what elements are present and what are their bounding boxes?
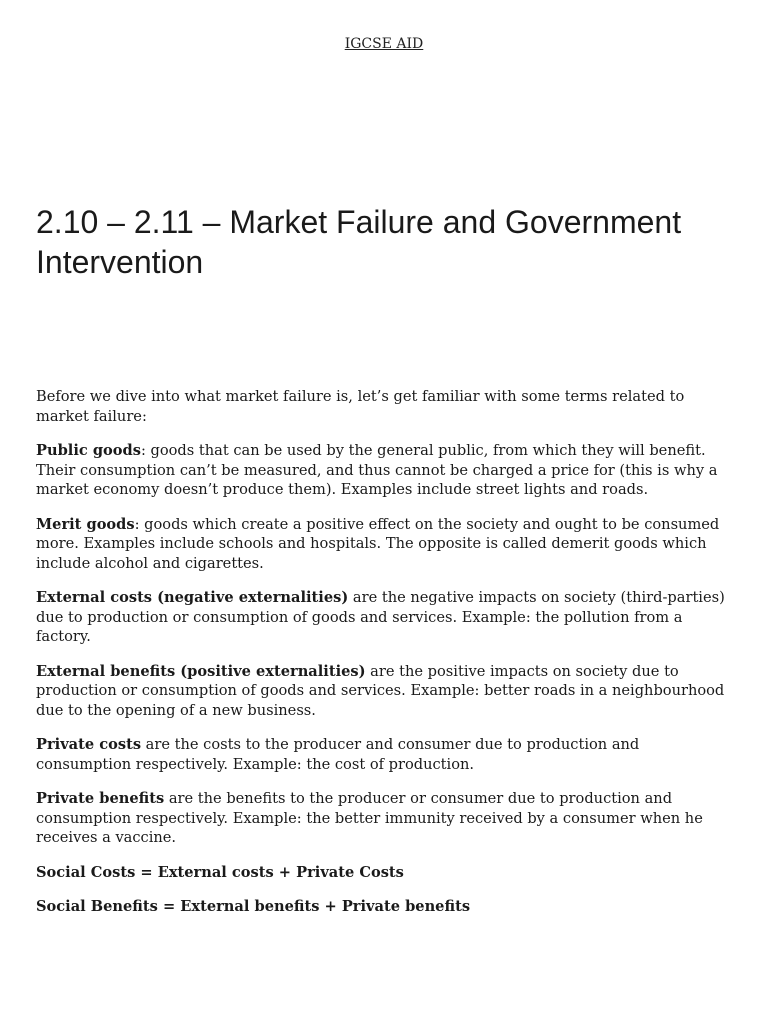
page-title: 2.10 – 2.11 – Market Failure and Government Intervention xyxy=(36,204,682,280)
formula-social-costs xyxy=(36,863,736,883)
definition-text: are the positive impacts on society due to production or consumption of goods and services. Example: better roads in a neighbourhood due to the opening of a new business. xyxy=(36,662,725,719)
formula-social-benefits xyxy=(36,897,736,917)
definition-text: are the benefits to the producer or consumer due to production and consumption respectively. Example: the better immunity received by a consumer when he receives a vaccine. xyxy=(36,790,703,846)
definition-term: Private benefits xyxy=(36,790,165,807)
definition-term: External benefits (positive externalities) xyxy=(36,662,366,680)
definition-merit-goods xyxy=(36,515,736,574)
definition-private-benefits xyxy=(36,789,736,848)
intro-paragraph: Before we dive into what market failure is, let’s get familiar with some terms related to market failure: xyxy=(36,388,685,425)
definition-text: : goods which create a positive effect on the society and ought to be consumed more. Examples include schools and hospitals. The opposite is called demerit goods which include alcohol and cigarettes. xyxy=(36,515,720,572)
definition-external-benefits xyxy=(36,662,736,721)
site-title-link[interactable]: IGCSE AID xyxy=(344,36,424,52)
definition-text: : goods that can be used by the general public, from which they will benefit. Their consumption can’t be measured, and thus cannot be charged a price for (this is why a market economy doesn’t produce them). Examples include street lights and roads. xyxy=(36,442,718,498)
definition-term: Merit goods xyxy=(36,515,135,533)
formula-text: Social Benefits = External benefits + Private benefits xyxy=(36,898,471,915)
definition-term: External costs (negative externalities) xyxy=(36,589,349,606)
article-body xyxy=(36,387,736,932)
definition-public-goods xyxy=(36,441,736,500)
definition-external-costs xyxy=(36,588,736,647)
definition-text: are the negative impacts on society (third-parties) due to production or consumption of goods and services. Example: the pollution from a factory. xyxy=(36,589,725,645)
formula-text: Social Costs = External costs + Private Costs xyxy=(36,863,404,881)
definition-text: are the costs to the producer and consumer due to production and consumption respectively. Example: the cost of production. xyxy=(36,736,640,773)
definition-term: Public goods xyxy=(36,442,141,459)
definition-term: Private costs xyxy=(36,736,142,753)
definition-private-costs xyxy=(36,735,736,774)
